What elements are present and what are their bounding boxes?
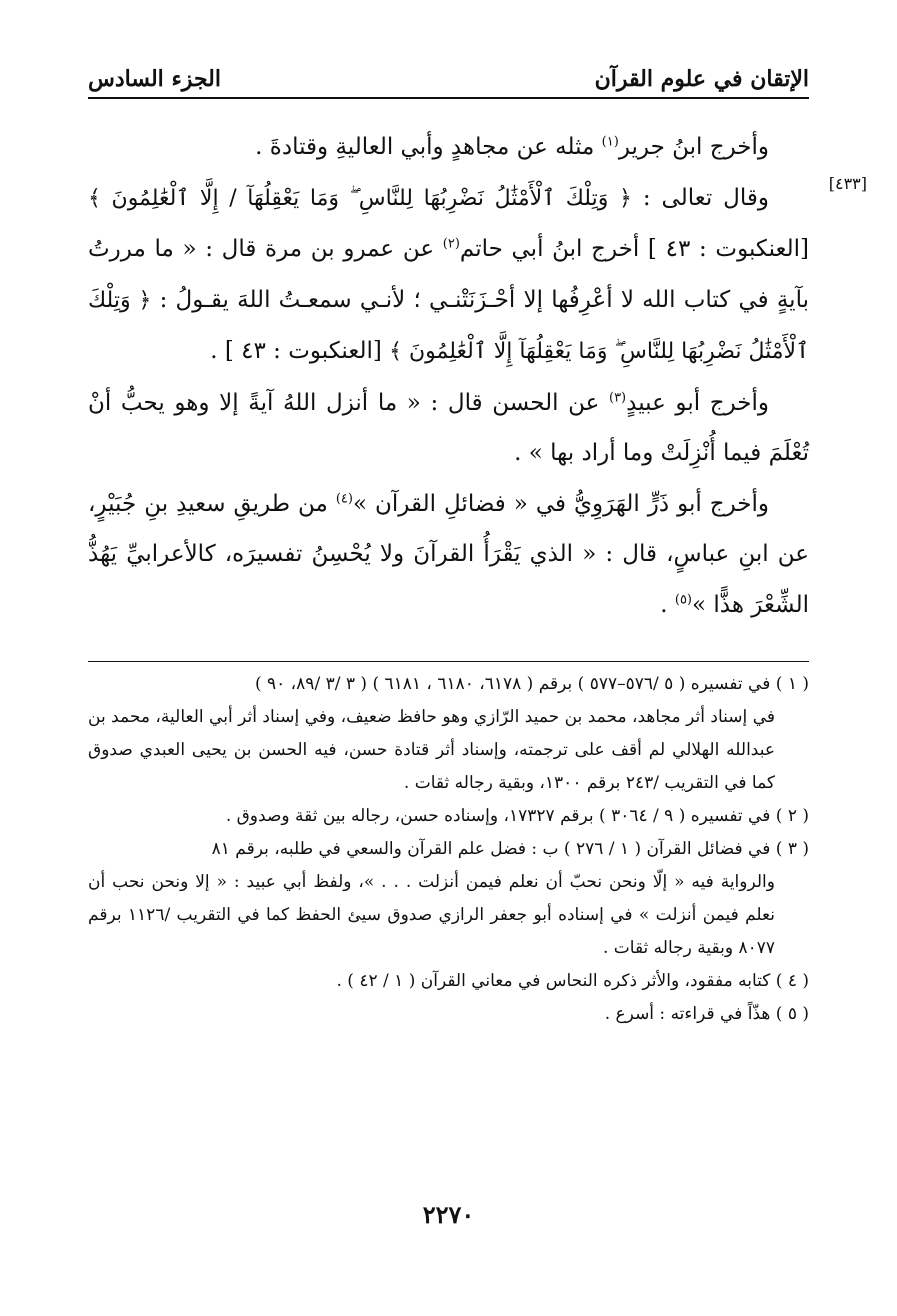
footnote-ref: (١) <box>601 134 619 150</box>
paragraph-text: عن الحسن قال : « ما أنزل اللهُ آيةً إلا وهو يحبُّ أنْ تُعْلَمَ فيما أُنْزِلَتْ وما أراد بها » . <box>88 389 809 466</box>
header-divider <box>88 97 809 99</box>
footnote-2 <box>88 800 809 833</box>
footnote-text: في تفسيره ( ٥ /٥٧٦–٥٧٧ ) برقم ( ٦١٧٨، ٦١٨٠ ، ٦١٨١ ) ( ٣ /٣ /٨٩، ٩٠ ) <box>254 674 771 694</box>
footnote-ref: (٣) <box>608 389 627 405</box>
footnote-number: ( ٣ ) <box>775 839 809 859</box>
footnote-divider <box>88 661 809 662</box>
footnote-ref: (٤) <box>335 490 353 506</box>
paragraph-2 <box>88 173 809 378</box>
volume-label: الجزء السادس <box>88 66 221 92</box>
footnote-3-continued: والرواية فيه « إلّا ونحن نحبّ أن نعلم فيمن أنزلت . . . »، ولفظ أبي عبيد : « إلا ونحن نحب أن نعلم فيمن أنزلت » في إسناده أبو جعفر الرازي صدوق سيئ الحفظ كما في التقريب /١١٢٦ برقم ٨٠٧٧ وبقية رجاله ثقات . <box>88 872 775 958</box>
paragraph-text: وأخرج أبو ذَرٍّ الهَرَوِيُّ في « فضائلِ القرآن » <box>352 490 769 517</box>
paragraph-text: . <box>660 591 675 618</box>
footnote-3 <box>88 833 809 866</box>
paragraph-text: [العنكبوت : ٤٣ ] . <box>210 338 390 364</box>
footnote-ref: (٢) <box>442 236 460 252</box>
footnotes <box>88 668 809 1031</box>
footnote-text: كتابه مفقود، والأثر ذكره النحاس في معاني القرآن ( ١ / ٤٢ ) . <box>336 971 771 991</box>
running-header <box>88 52 809 92</box>
paragraph-text: وقال تعالى : <box>631 184 769 211</box>
footnote-5 <box>88 998 809 1031</box>
footnote-text: في فضائل القرآن ( ١ / ٢٧٦ ) ب : فضل علم القرآن والسعي في طلبه، برقم ٨١ <box>211 839 771 859</box>
paragraph-text: عن عمرو بن مرة قال : « ما مررتُ بآيةٍ في كتاب الله لا أعْرِفُها إلا أحْـزَنَتْنـي ؛ لأنـي سمعـتُ اللهَ يقـولُ : <box>88 236 809 313</box>
paragraph-3 <box>88 378 809 479</box>
footnote-number: ( ٥ ) <box>775 1004 809 1024</box>
footnote-text: هذّاً في قراءته : أسرع . <box>604 1004 771 1024</box>
quran-verse: ﴿ وَتِلْكَ ٱلْأَمْثَٰلُ نَضْرِبُهَا لِلنَّاسِ ۖ وَمَا يَعْقِلُهَآ إِلَّا ٱلْعَٰلِمُونَ ﴾ <box>88 287 809 364</box>
footnote-4 <box>88 965 809 998</box>
main-text <box>88 122 809 630</box>
paragraph-text: مثله عن مجاهدٍ وأبي العاليةِ وقتادةَ . <box>255 134 602 160</box>
footnote-1 <box>88 668 809 701</box>
footnote-ref: (٥) <box>674 591 692 607</box>
paragraph-text: وأخرج أبو عبيدٍ <box>626 389 769 416</box>
footnote-number: ( ٢ ) <box>775 806 809 826</box>
paragraph-text: وأخرج ابنُ جرير <box>618 134 769 160</box>
footnote-1-continued: في إسناد أثر مجاهد، محمد بن حميد الرّازي وهو حافظ ضعيف، وفي إسناد أثر أبي العالية، محمد بن عبدالله الهلالي لم أقف على ترجمته، وإسناد أثر قتادة حسن، فيه الحسن بن يحيى العبدي صدوق كما في التقريب /٢٤٣ برقم ١٣٠٠، وبقية رجاله ثقات . <box>88 707 775 793</box>
footnote-number: ( ١ ) <box>775 674 809 694</box>
footnote-text: في تفسيره ( ٩ / ٣٠٦٤ ) برقم ١٧٣٢٧، وإسناده حسن، رجاله بين ثقة وصدوق . <box>225 806 771 826</box>
margin-page-reference: [٤٣٣] <box>828 174 867 193</box>
book-title: الإتقان في علوم القرآن <box>594 66 809 92</box>
page-number: ٢٢٧٠ <box>422 1200 475 1229</box>
paragraph-1 <box>88 122 809 173</box>
quran-verse: ﴿ وَتِلْكَ ٱلْأَمْثَٰلُ نَضْرِبُهَا لِلنَّاسِ ۖ وَمَا يَعْقِلُهَآ / إِلَّا ٱلْعَٰلِمُونَ ﴾ <box>88 185 632 211</box>
footnote-number: ( ٤ ) <box>775 971 809 991</box>
paragraph-text: [العنكبوت : ٤٣ ] أخرج ابنُ أبي حاتم <box>459 236 809 262</box>
paragraph-text: من طريقِ سعيدِ بنِ جُبَيْرٍ، عن ابنِ عباسٍ، قال : « الذي يَقْرَأُ القرآنَ ولا يُحْسِنُ تفسيرَه، كالأعرابيِّ يَهُذُّ الشِّعْرَ هذًّا » <box>88 490 809 618</box>
paragraph-4 <box>88 479 809 631</box>
